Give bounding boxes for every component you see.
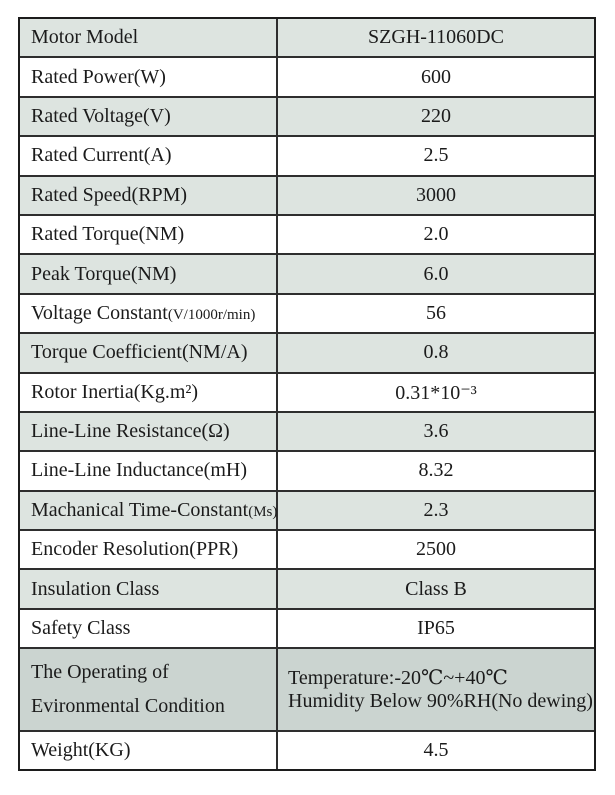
operating-humidity-text: Humidity Below 90%RH(No dewing) xyxy=(288,690,593,713)
spec-label-small: (Ms) xyxy=(248,503,278,520)
table-row xyxy=(20,214,594,253)
operating-label-line1: The Operating of xyxy=(31,660,169,683)
spec-label: Line-Line Resistance(Ω) xyxy=(31,420,230,443)
motor-spec-table xyxy=(18,17,596,771)
spec-label: Machanical Time-Constant xyxy=(31,498,249,521)
spec-label: Motor Model xyxy=(31,26,139,49)
spec-label-cell xyxy=(20,98,278,135)
spec-label: Torque Coefficient(NM/A) xyxy=(31,341,248,364)
table-row xyxy=(20,450,594,489)
spec-label: Rated Current(A) xyxy=(31,144,172,167)
spec-label-cell xyxy=(20,19,278,56)
spec-value: Class B xyxy=(405,577,467,600)
operating-label-cell xyxy=(20,649,278,729)
spec-value: 3.6 xyxy=(423,420,449,443)
operating-value-cell xyxy=(278,649,594,729)
table-row xyxy=(20,608,594,647)
spec-value: 56 xyxy=(426,301,446,324)
spec-label: Line-Line Inductance(mH) xyxy=(31,459,248,482)
spec-label: Rated Speed(RPM) xyxy=(31,183,188,206)
spec-label: Rated Power(W) xyxy=(31,65,166,88)
spec-label-cell xyxy=(20,413,278,450)
spec-label-cell xyxy=(20,492,278,529)
spec-label-cell xyxy=(20,570,278,607)
spec-value: 2.3 xyxy=(423,498,449,521)
spec-label: Rated Voltage(V) xyxy=(31,104,171,127)
operating-temperature-text: Temperature:-20℃~+40℃ xyxy=(288,667,508,690)
spec-label: Rotor Inertia(Kg.m²) xyxy=(31,380,199,403)
table-row xyxy=(20,96,594,135)
spec-label-cell xyxy=(20,374,278,411)
spec-label: Peak Torque(NM) xyxy=(31,262,177,285)
spec-value: 2.0 xyxy=(423,223,449,246)
table-row xyxy=(20,411,594,450)
spec-value: SZGH-11060DC xyxy=(368,26,504,49)
spec-label-cell xyxy=(20,610,278,647)
spec-value: 4.5 xyxy=(423,738,449,761)
spec-value: 2500 xyxy=(416,538,456,561)
table-row xyxy=(20,730,594,769)
table-row xyxy=(20,56,594,95)
spec-value: 3000 xyxy=(416,183,456,206)
spec-label-cell xyxy=(20,732,278,769)
table-row-operating-condition xyxy=(20,647,594,729)
table-row xyxy=(20,19,594,56)
table-row xyxy=(20,332,594,371)
spec-label-cell xyxy=(20,255,278,292)
spec-label: Voltage Constant xyxy=(31,301,168,324)
table-row xyxy=(20,568,594,607)
spec-label-cell xyxy=(20,452,278,489)
spec-value: IP65 xyxy=(417,617,455,640)
spec-value: 8.32 xyxy=(418,459,454,482)
spec-value: 220 xyxy=(421,104,451,127)
spec-value: 0.31*10⁻³ xyxy=(395,381,477,404)
spec-label-cell xyxy=(20,295,278,332)
table-row xyxy=(20,529,594,568)
spec-label: Encoder Resolution(PPR) xyxy=(31,538,239,561)
spec-label-cell xyxy=(20,531,278,568)
table-row xyxy=(20,175,594,214)
spec-label: Weight(KG) xyxy=(31,738,131,761)
table-row xyxy=(20,490,594,529)
spec-label: Rated Torque(NM) xyxy=(31,223,185,246)
table-row xyxy=(20,135,594,174)
spec-label-small: (V/1000r/min) xyxy=(167,306,256,323)
spec-label: Safety Class xyxy=(31,617,131,640)
table-row xyxy=(20,293,594,332)
spec-value: 2.5 xyxy=(423,144,449,167)
spec-label-cell xyxy=(20,137,278,174)
spec-value: 0.8 xyxy=(423,341,449,364)
spec-label: Insulation Class xyxy=(31,577,160,600)
operating-label-line2: Evironmental Condition xyxy=(31,695,225,718)
spec-value: 600 xyxy=(421,65,451,88)
table-row xyxy=(20,253,594,292)
spec-label-cell xyxy=(20,58,278,95)
table-row xyxy=(20,372,594,411)
spec-value: 6.0 xyxy=(423,262,449,285)
spec-label-cell xyxy=(20,334,278,371)
spec-label-cell xyxy=(20,216,278,253)
spec-label-cell xyxy=(20,177,278,214)
